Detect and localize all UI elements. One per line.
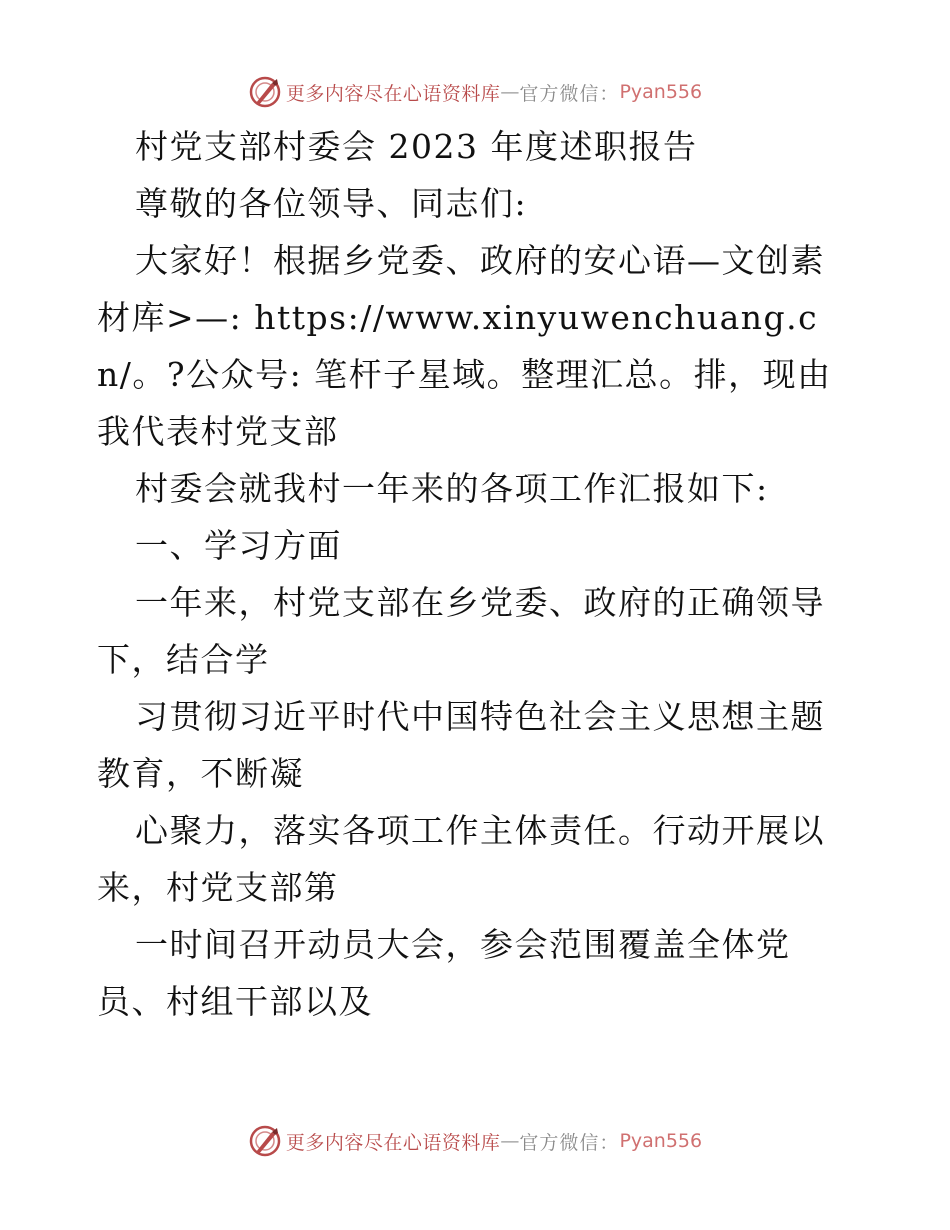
paragraph: 村委会就我村一年来的各项工作汇报如下: bbox=[135, 469, 769, 508]
watermark-sub-text: 官方微信： bbox=[519, 82, 620, 105]
paragraph: 心聚力，落实各项工作主体责任。行动开展以来，村党支部第 bbox=[97, 811, 825, 907]
watermark-wechat-id: Pyan556 bbox=[619, 81, 703, 103]
paragraph: 一时间召开动员大会，参会范围覆盖全体党员、村组干部以及 bbox=[97, 925, 791, 1021]
salutation: 尊敬的各位领导、同志们: bbox=[135, 184, 528, 223]
paragraph: 习贯彻习近平时代中国特色社会主义思想主题教育，不断凝 bbox=[97, 697, 825, 793]
watermark-separator: — bbox=[500, 81, 520, 103]
watermark-wechat-id: Pyan556 bbox=[619, 1130, 703, 1152]
document-body bbox=[97, 118, 857, 1030]
document-title: 村党支部村委会 2023 年度述职报告 bbox=[135, 127, 698, 166]
watermark-main-text: 更多内容尽在心语资料库 bbox=[285, 1131, 501, 1154]
paragraph: 一年来，村党支部在乡党委、政府的正确领导下，结合学 bbox=[97, 583, 825, 679]
watermark-separator: — bbox=[500, 1130, 520, 1152]
header-watermark bbox=[0, 72, 950, 112]
quill-pen-logo-icon bbox=[248, 1124, 282, 1158]
quill-pen-logo-icon bbox=[248, 75, 282, 109]
paragraph: 大家好！根据乡党委、政府的安心语—文创素材库>—: https://www.xinyuwenchuang.cn/。?公众号: 笔杆子星域。整理汇总。排，现由我代表村党支部 bbox=[97, 241, 832, 451]
footer-watermark bbox=[0, 1121, 950, 1161]
watermark-sub-text: 官方微信： bbox=[519, 1131, 620, 1154]
watermark-main-text: 更多内容尽在心语资料库 bbox=[285, 82, 501, 105]
section-heading: 一、学习方面 bbox=[135, 526, 342, 565]
